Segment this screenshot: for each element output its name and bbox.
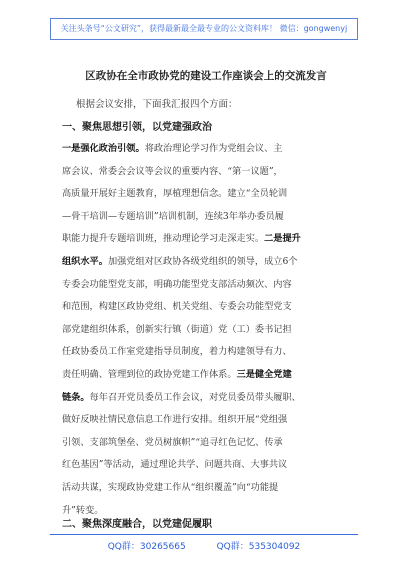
body-line-text: 红色基因”等活动，通过理论共学、问题共商、大事共议: [62, 459, 288, 471]
footer-divider: [50, 534, 358, 535]
inline-subheading: 链条。: [62, 391, 90, 403]
header-banner: 关注头条号“公文研究”，获得最新最全最专业的公文资料库！ 微信：gongwenyj: [50, 18, 358, 40]
inline-subheading: 三是健全党建: [236, 368, 292, 380]
body-line: [62, 477, 354, 500]
body-line-text: 责任明确、管理到位的政协党建工作体系。: [62, 368, 237, 380]
body-line-text: 升”转变。: [62, 504, 104, 516]
page-title: 区政协在全市政协党的建设工作座谈会上的交流发言: [85, 70, 327, 82]
body-line-text: 加强党组对区政协各级党组织的领导，成立6个: [107, 255, 298, 267]
body-line: [62, 251, 354, 274]
footer-qq-group-1: QQ群：30265665: [107, 542, 186, 552]
body-line: [62, 138, 354, 161]
body-line-text: 任政协委员工作室党建指导员制度，着力构建领导有力、: [62, 346, 292, 358]
body-line: [62, 387, 354, 410]
body-line-text: —骨干培训—专题培训”培训机制，连续3年举办委员履: [62, 210, 284, 222]
body-line: [62, 183, 354, 206]
body-line-text: 高质量开展好主题教育，厚植理想信念。建立“全员轮训: [62, 188, 288, 200]
section-heading-1: 一、聚焦思想引领，以党建强政治: [62, 122, 212, 133]
body-line-text: 席会议、常委会会议等会议的重要内容、“第一议题”，: [62, 165, 283, 177]
body-line-text: 引领、支部筑堡垒、党员树旗帜”“追寻红色记忆、传承: [62, 436, 283, 448]
body-line: [62, 364, 354, 387]
body-line: [62, 454, 354, 477]
body-line-text: 部党建组织体系，创新实行镇（街道）党（工）委书记担: [62, 323, 292, 335]
body-text: [62, 138, 354, 522]
body-line: [62, 409, 354, 432]
footer: [50, 539, 358, 552]
body-line: [62, 228, 354, 251]
body-line-text: 活动共谋，实现政协党建工作从“组织覆盖”向“功能提: [62, 481, 279, 493]
body-line: [62, 274, 354, 297]
body-line-text: 将政治理论学习作为党组会议、主: [144, 143, 283, 154]
body-line: [62, 432, 354, 455]
body-line: [62, 319, 354, 342]
intro-paragraph: 根据会议安排，下面我汇报四个方面：: [76, 99, 238, 110]
body-line-text: 专委会功能型党支部，明确功能型党支部活动频次、内容: [62, 278, 292, 290]
body-line-text: 每年召开党员委员工作会议，对党员委员带头履职、: [89, 391, 301, 403]
inline-subheading: 一是强化政治引领。: [62, 143, 145, 154]
body-line: [62, 341, 354, 364]
section-heading-2: 二、聚焦深度融合，以党建促履职: [62, 519, 212, 530]
inline-subheading: 二是提升: [264, 233, 301, 245]
footer-qq-group-2: QQ群：535304092: [216, 542, 301, 552]
body-line-text: 和范围，构建区政协党组、机关党组、专委会功能型党支: [62, 301, 292, 313]
body-line: [62, 161, 354, 184]
inline-subheading: 组织水平。: [62, 255, 108, 267]
body-line-text: 做好反映社情民意信息工作进行安排。组织开展“党组强: [62, 414, 288, 426]
body-line: [62, 206, 354, 229]
body-line-text: 职能力提升专题培训班，推动理论学习走深走实。: [62, 233, 265, 245]
body-line: [62, 296, 354, 319]
